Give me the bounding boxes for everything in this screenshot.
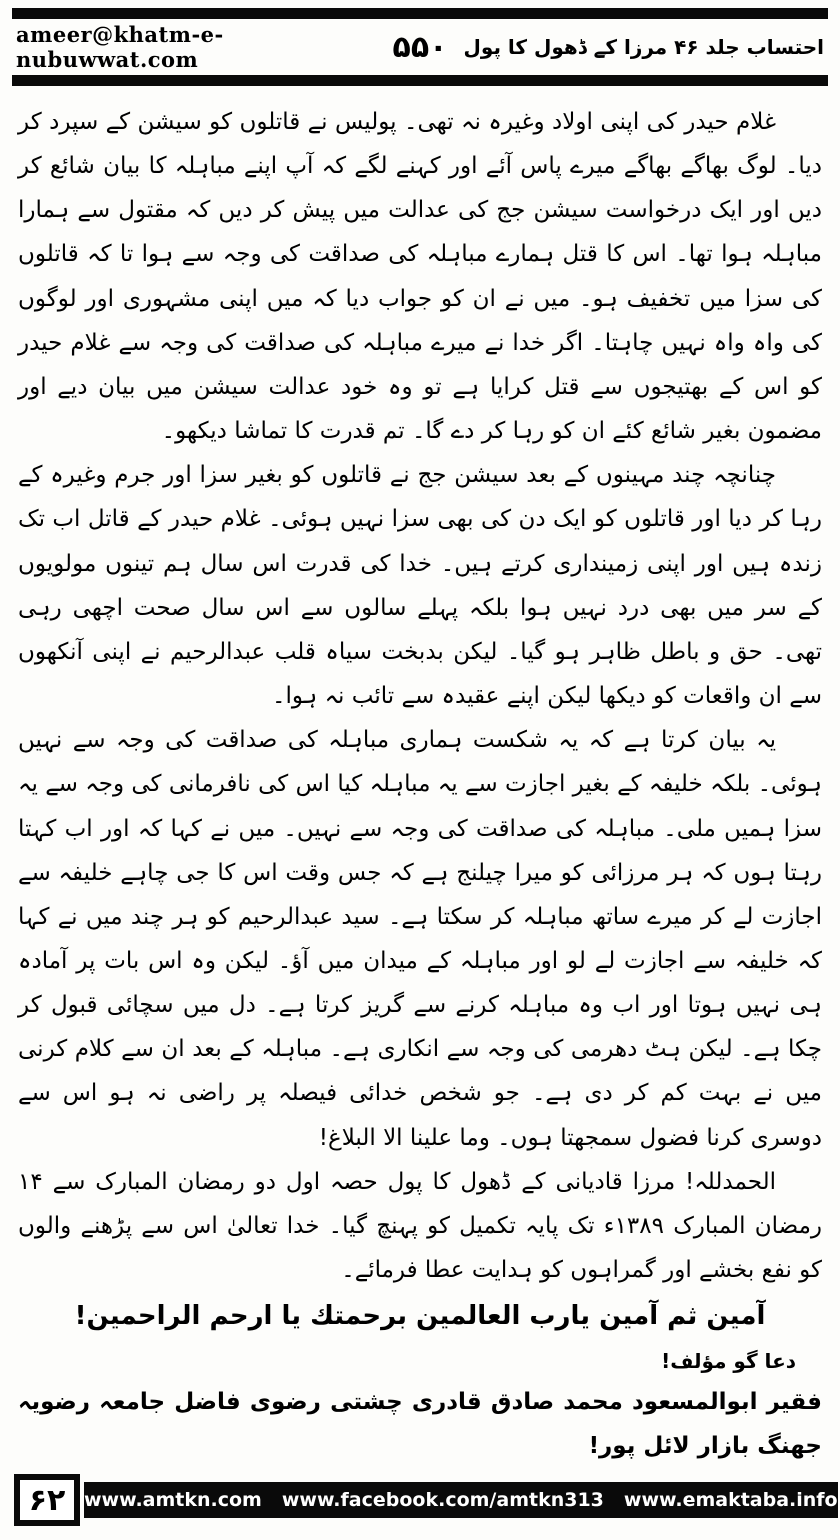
footer-url-emaktaba: www.emaktaba.info <box>623 1489 838 1511</box>
paragraph: فقیر ابوالمسعود محمد صادق قادری چشتی رضوی فاضل جامعہ رضویہ جھنگ بازار لائل پور! <box>18 1389 822 1460</box>
paragraph: آمین ثم آمین یارب العالمین برحمتك یا ارحم الراحمین! <box>74 1301 766 1332</box>
paragraph: دعا گو مؤلف! <box>661 1348 796 1373</box>
page-footer <box>12 1468 838 1532</box>
top-rule-upper <box>12 8 828 19</box>
paragraph: غلام حیدر کی اپنی اولاد وغیرہ نہ تھی۔ پولیس نے قاتلوں کو سیشن کے سپرد کر دیا۔ لوگ بھاگے بھاگے میرے پاس آئے اور کہنے لگے کہ آپ اپنے مباہلہ کا بیان شائع کر دیں اور ایک درخواست سیشن جج کی عدالت میں پیش کر دیں کہ مقتول سے ہمارا مباہلہ ہوا تھا۔ اس کا قتل ہمارے مباہلہ کی صداقت کی وجہ سے ہوا تا کہ قاتلوں کی سزا میں تخفیف ہو۔ میں نے ان کو جواب دیا کہ میں اپنی مشہوری اور لوگوں کی واہ واہ نہیں چاہتا۔ اگر خدا نے میرے مباہلہ کی صداقت کی وجہ سے غلام حیدر کو اس کے بھتیجوں سے قتل کرایا ہے تو وہ خود عدالت سیشن میں بیان دیے اور مضمون بغیر شائع کئے ان کو رہا کر دے گا۔ تم قدرت کا تماشا دیکھو۔ <box>18 109 822 445</box>
header-page-number: ۵۵۰ <box>392 29 448 65</box>
footer-url-facebook: www.facebook.com/amtkn313 <box>281 1489 604 1511</box>
footer-page-number-box: ۶۲ <box>14 1474 80 1526</box>
header-email: ameer@khatm-e-nubuwwat.com <box>16 22 224 72</box>
paragraph: یہ بیان کرتا ہے کہ یہ شکست ہماری مباہلہ کی صداقت کی وجہ سے نہیں ہوئی۔ بلکہ خلیفہ کے بغیر اجازت سے یہ مباہلہ کیا اس کی نافرمانی کی وجہ سے یہ سزا ہمیں ملی۔ مباہلہ کی صداقت کی وجہ سے نہیں۔ میں نے کہا کہ اور اب کہتا رہتا ہوں کہ ہر مرزائی کو میرا چیلنج ہے کہ جس وقت اس کا جی چاہے خلیفہ سے اجازت لے کر میرے ساتھ مباہلہ کر سکتا ہے۔ سید عبدالرحیم کو ہر چند میں نے کہا کہ خلیفہ سے اجازت لے لو اور مباہلہ کے میدان میں آؤ۔ لیکن وہ اس بات پر آمادہ ہی نہیں ہوتا اور اب وہ مباہلہ کرنے سے گریز کرتا ہے۔ دل میں سچائی قبول کر چکا ہے۔ لیکن ہٹ دھرمی کی وجہ سے انکاری ہے۔ مباہلہ کے بعد ان سے کلام کرنی میں نے بہت کم کر دی ہے۔ جو شخص خدائی فیصلہ پر راضی نہ ہو اس سے دوسری کرنا فضول سمجھتا ہوں۔ وما علینا الا البلاغ! <box>18 727 822 1151</box>
paragraph: الحمدللہ! مرزا قادیانی کے ڈھول کا پول حصہ اول دو رمضان المبارک سے ۱۴ رمضان المبارک ۱۳۸۹ء تک پایہ تکمیل کو پہنچ گیا۔ خدا تعالیٰ اس سے پڑھنے والوں کو نفع بخشے اور گمراہوں کو ہدایت عطا فرمائے۔ <box>18 1168 822 1284</box>
top-rule-lower <box>12 75 828 86</box>
footer-url-amtkn: www.amtkn.com <box>84 1489 262 1511</box>
header-book-title: احتساب جلد ۴۶ مرزا کے ڈھول کا پول <box>463 35 824 59</box>
footer-links-bar <box>84 1482 838 1518</box>
body-text <box>12 86 828 1468</box>
paragraph: چنانچہ چند مہینوں کے بعد سیشن جج نے قاتلوں کو بغیر سزا اور جرم وغیرہ کے رہا کر دیا اور قاتلوں کو ایک دن کی بھی سزا نہیں ہوئی۔ غلام حیدر کے قاتل اب تک زندہ ہیں اور اپنی زمینداری کرتے ہیں۔ خدا کی قدرت اس سال ہم تینوں مولویوں کے سر میں بھی درد نہیں ہوا بلکہ پہلے سالوں سے اس سال صحت اچھی رہی تھی۔ حق و باطل ظاہر ہو گیا۔ لیکن بدبخت سیاہ قلب عبدالرحیم نے اپنی آنکھوں سے ان واقعات کو دیکھا لیکن اپنے عقیدہ سے تائب نہ ہوا۔ <box>18 462 822 710</box>
page-header <box>12 19 828 75</box>
